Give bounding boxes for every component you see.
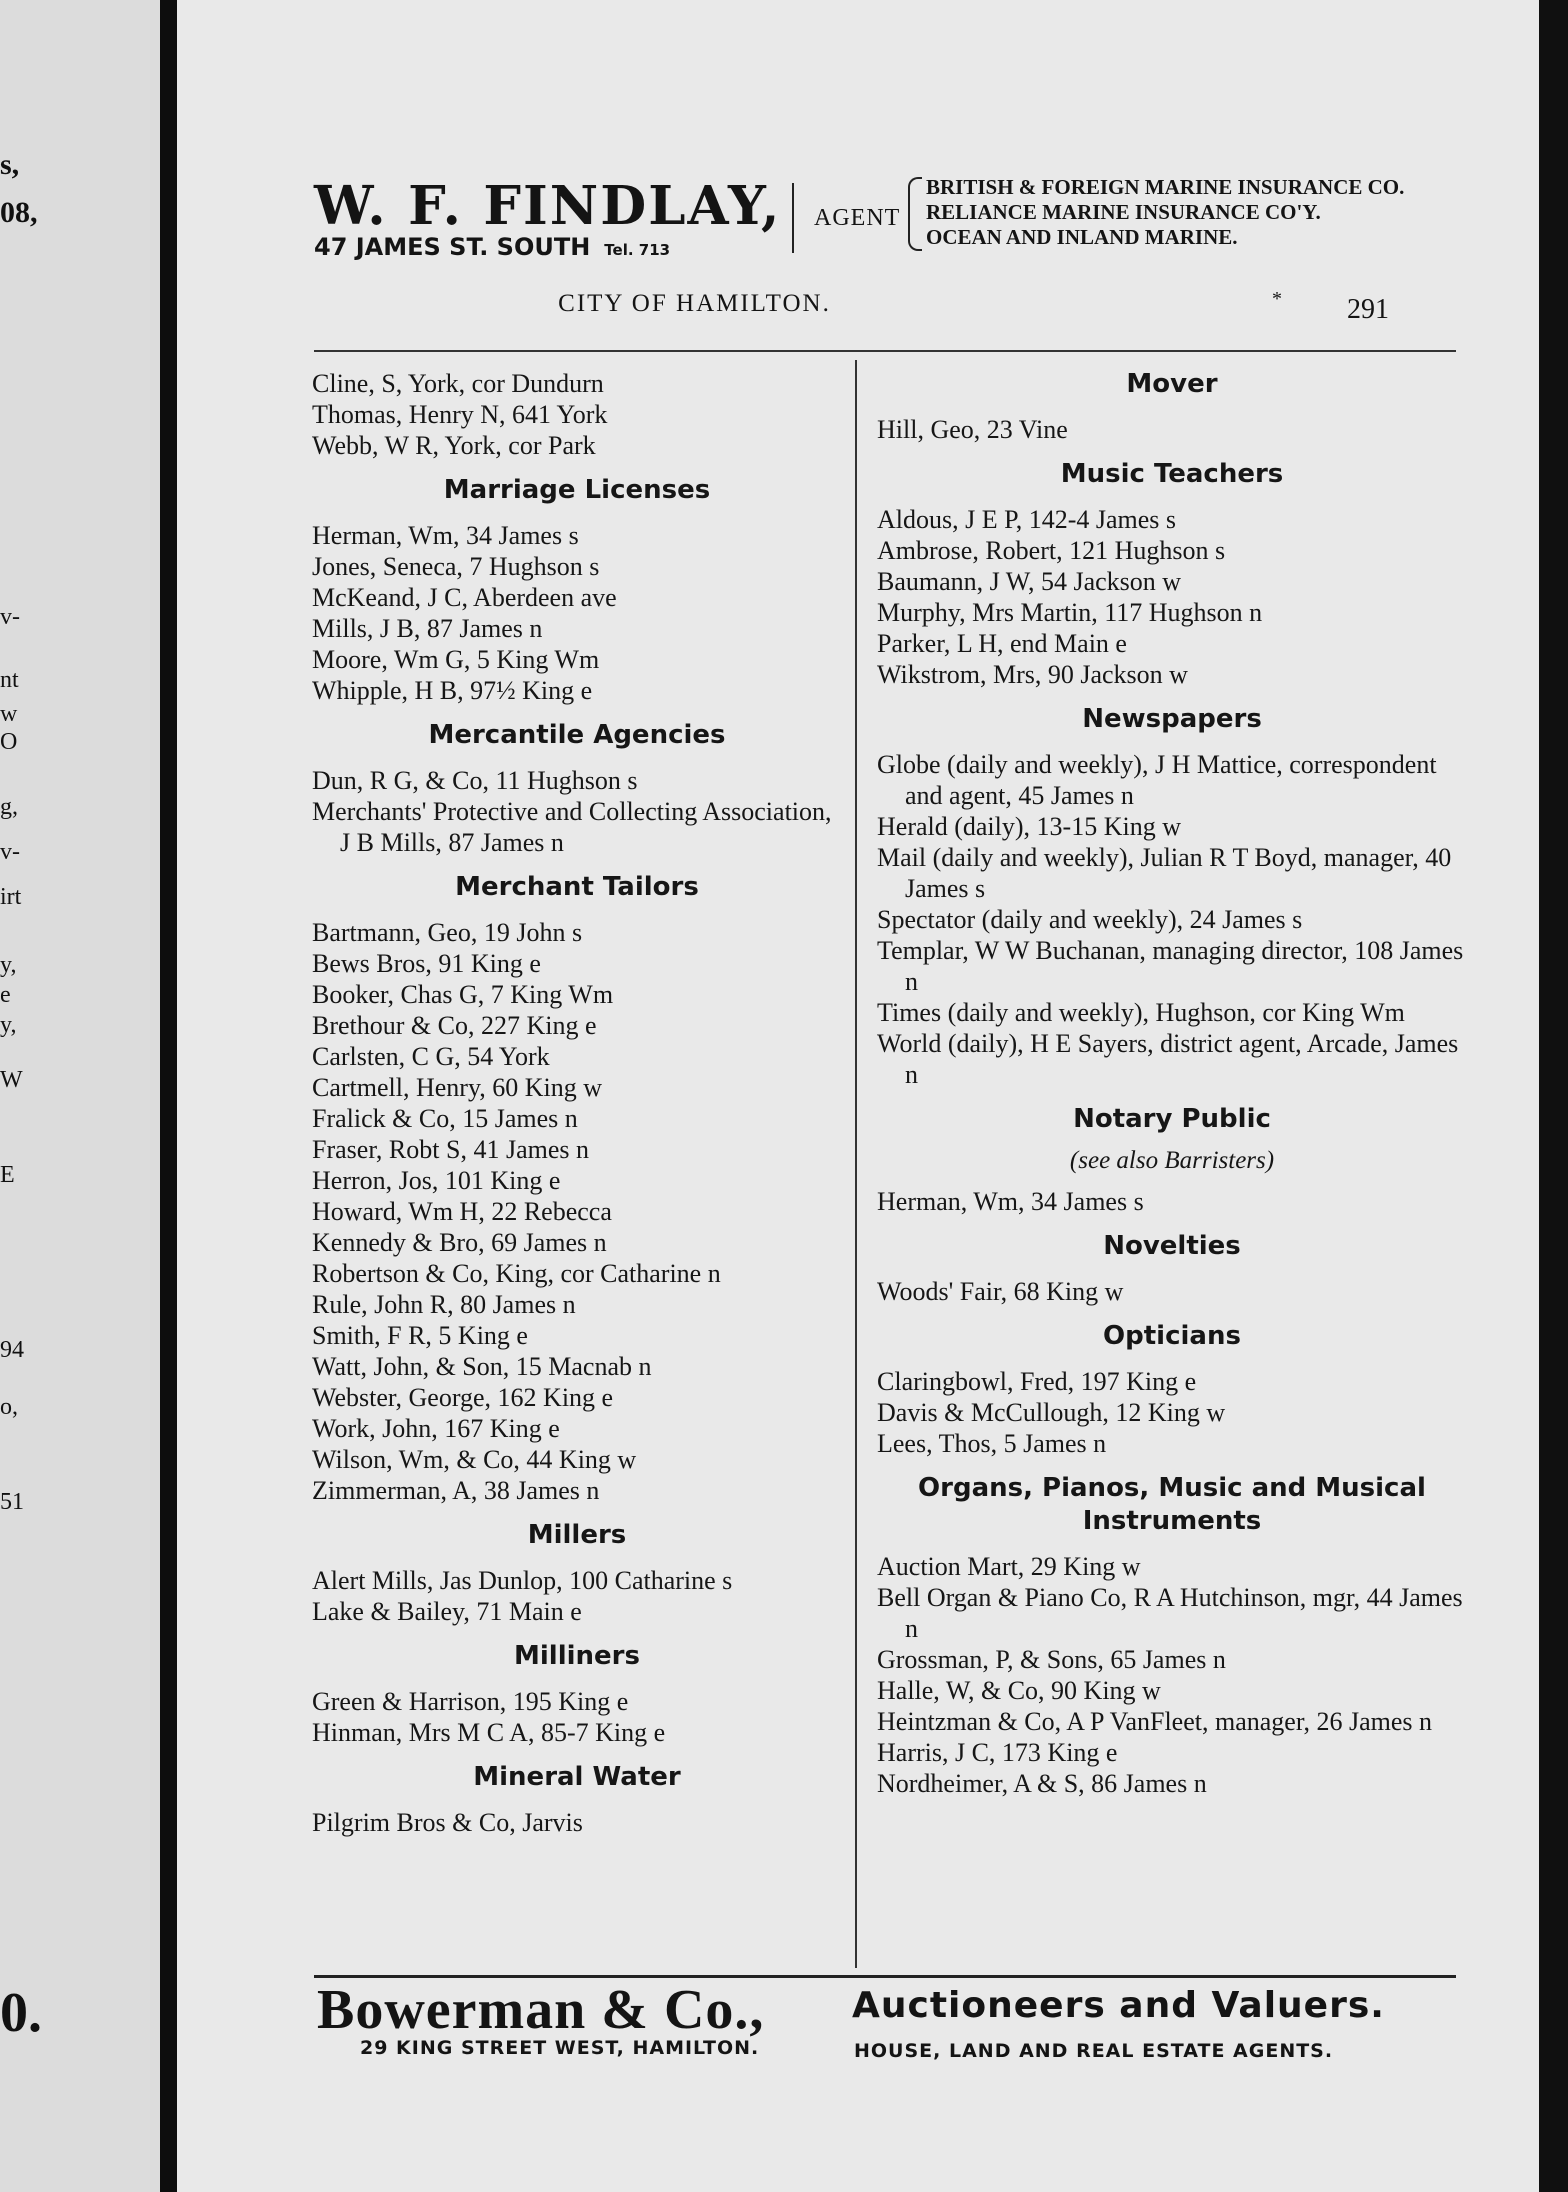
header-rule (314, 350, 1456, 352)
column-rule (855, 360, 857, 1968)
directory-entry: Wikstrom, Mrs, 90 Jackson w (877, 660, 1188, 689)
directory-entry: Fralick & Co, 15 James n (312, 1104, 578, 1133)
directory-entry: Webster, George, 162 King e (312, 1383, 614, 1412)
directory-entry: Carlsten, C G, 54 York (312, 1042, 550, 1071)
directory-entry: Bell Organ & Piano Co, R A Hutchinson, mgr, 44 James n (877, 1583, 1463, 1643)
book-spine (160, 0, 177, 2192)
directory-entry: Hill, Geo, 23 Vine (877, 415, 1068, 444)
directory-entry: Alert Mills, Jas Dunlop, 100 Catharine s (312, 1566, 733, 1595)
directory-entry: Parker, L H, end Main e (877, 629, 1127, 658)
directory-entry: Watt, John, & Son, 15 Macnab n (312, 1352, 652, 1381)
margin-fragment: y, (0, 952, 17, 978)
directory-entry: Nordheimer, A & S, 86 James n (877, 1769, 1207, 1798)
section-heading: Mercantile Agencies (428, 720, 726, 750)
directory-entry: Lees, Thos, 5 James n (877, 1429, 1107, 1458)
bowerman-name: Bowerman & Co., (317, 1979, 765, 2041)
margin-fragment: v- (0, 604, 20, 630)
margin-fragment: 51 (0, 1489, 24, 1515)
findlay-name: W. F. FINDLAY, (314, 175, 782, 237)
directory-entry: Heintzman & Co, A P VanFleet, manager, 26 James n (877, 1707, 1432, 1736)
margin-fragment: nt (0, 667, 19, 693)
section-heading: Mineral Water (473, 1762, 681, 1792)
section-heading: Music Teachers (1060, 459, 1284, 489)
directory-entry: Woods' Fair, 68 King w (877, 1277, 1124, 1306)
directory-entry: Robertson & Co, King, cor Catharine n (312, 1259, 721, 1288)
margin-fragment: e (0, 982, 11, 1008)
directory-entry: Jones, Seneca, 7 Hughson s (312, 552, 600, 581)
directory-entry: Dun, R G, & Co, 11 Hughson s (312, 766, 638, 795)
margin-fragment: y, (0, 1012, 17, 1038)
directory-entry: Auction Mart, 29 King w (877, 1552, 1141, 1581)
margin-fragment: 08, (0, 196, 38, 229)
margin-fragment: o, (0, 1394, 18, 1420)
directory-entry: Thomas, Henry N, 641 York (312, 400, 608, 429)
directory-entry: Cline, S, York, cor Dundurn (312, 369, 604, 398)
directory-entry: Herman, Wm, 34 James s (877, 1187, 1144, 1216)
directory-entry: Aldous, J E P, 142-4 James s (877, 505, 1177, 534)
directory-entry: Booker, Chas G, 7 King Wm (312, 980, 614, 1009)
section-heading: Notary Public (1073, 1104, 1271, 1134)
directory-entry: Davis & McCullough, 12 King w (877, 1398, 1226, 1427)
section-heading: Millers (527, 1520, 627, 1550)
section-heading: Marriage Licenses (443, 475, 711, 505)
directory-entry: Spectator (daily and weekly), 24 James s (877, 905, 1303, 934)
agency-item: OCEAN AND INLAND MARINE. (926, 225, 1238, 249)
printer-mark: * (1272, 288, 1282, 310)
directory-entry: Merchants' Protective and Collecting Association, J B Mills, 87 James n (312, 797, 832, 857)
directory-entry: Rule, John R, 80 James n (312, 1290, 576, 1319)
margin-fragment: w (0, 701, 18, 727)
directory-entry: Bews Bros, 91 King e (312, 949, 541, 978)
directory-entry: Herald (daily), 13-15 King w (877, 812, 1181, 841)
scan-right-edge (1539, 0, 1568, 2192)
right-column (877, 368, 1467, 1799)
directory-entry: Ambrose, Robert, 121 Hughson s (877, 536, 1226, 565)
directory-entry: Baumann, J W, 54 Jackson w (877, 567, 1182, 596)
margin-fragment: s, (0, 148, 20, 181)
findlay-advertisement (314, 175, 1454, 265)
real-estate-subtitle: HOUSE, LAND AND REAL ESTATE AGENTS. (854, 2040, 1334, 2062)
directory-entry: Howard, Wm H, 22 Rebecca (312, 1197, 612, 1226)
directory-entry: Moore, Wm G, 5 King Wm (312, 645, 600, 674)
agency-item: RELIANCE MARINE INSURANCE CO'Y. (926, 200, 1321, 224)
directory-entry: Green & Harrison, 195 King e (312, 1687, 629, 1716)
findlay-address-line (314, 233, 670, 261)
margin-fragment: E (0, 1162, 15, 1188)
section-note: (see also Barristers) (1069, 1147, 1275, 1174)
running-head-title: CITY OF HAMILTON. (558, 290, 831, 317)
ad-divider (792, 183, 794, 253)
directory-entry: Smith, F R, 5 King e (312, 1321, 528, 1350)
auctioneers-tagline: Auctioneers and Valuers. (852, 1985, 1385, 2026)
directory-entry: Times (daily and weekly), Hughson, cor King Wm (877, 998, 1405, 1027)
directory-entry: Templar, W W Buchanan, managing director, 108 James n (877, 936, 1464, 996)
directory-entry: Herman, Wm, 34 James s (312, 521, 579, 550)
directory-entry: Hinman, Mrs M C A, 85-7 King e (312, 1718, 666, 1747)
directory-entry: Pilgrim Bros & Co, Jarvis (312, 1808, 583, 1837)
directory-entry: Mills, J B, 87 James n (312, 614, 543, 643)
directory-entry: McKeand, J C, Aberdeen ave (312, 583, 617, 612)
adjacent-page-strip (0, 0, 160, 2192)
margin-fragment: 94 (0, 1337, 24, 1363)
section-heading: Mover (1126, 369, 1218, 399)
section-heading: Merchant Tailors (455, 872, 699, 902)
directory-entry: Globe (daily and weekly), J H Mattice, correspondent and agent, 45 James n (877, 750, 1437, 810)
directory-entry: Kennedy & Bro, 69 James n (312, 1228, 607, 1257)
directory-entry: Murphy, Mrs Martin, 117 Hughson n (877, 598, 1263, 627)
bowerman-address: 29 KING STREET WEST, HAMILTON. (360, 2037, 760, 2059)
directory-entry: Zimmerman, A, 38 James n (312, 1476, 600, 1505)
directory-page (177, 0, 1539, 2192)
directory-entry: Claringbowl, Fred, 197 King e (877, 1367, 1197, 1396)
section-heading: Opticians (1103, 1321, 1241, 1351)
left-column (312, 368, 842, 1838)
directory-entry: Whipple, H B, 97½ King e (312, 676, 593, 705)
agency-list (926, 175, 1404, 250)
directory-entry: Grossman, P, & Sons, 65 James n (877, 1645, 1226, 1674)
directory-entry: Bartmann, Geo, 19 John s (312, 918, 583, 947)
margin-fragment: O (0, 729, 18, 755)
directory-entry: Brethour & Co, 227 King e (312, 1011, 597, 1040)
directory-entry: Halle, W, & Co, 90 King w (877, 1676, 1161, 1705)
agent-label: AGENT (814, 205, 901, 231)
margin-fragment: v- (0, 839, 20, 865)
directory-entry: Herron, Jos, 101 King e (312, 1166, 561, 1195)
section-heading: Newspapers (1082, 704, 1262, 734)
page-number: 291 (1347, 294, 1389, 325)
directory-entry: World (daily), H E Sayers, district agent, Arcade, James n (877, 1029, 1459, 1089)
directory-entry: Fraser, Robt S, 41 James n (312, 1135, 589, 1164)
directory-entry: Webb, W R, York, cor Park (312, 431, 596, 460)
section-heading: Milliners (514, 1641, 640, 1671)
directory-entry: Harris, J C, 173 King e (877, 1738, 1118, 1767)
margin-fragment: 0. (0, 1982, 42, 2044)
directory-entry: Cartmell, Henry, 60 King w (312, 1073, 603, 1102)
section-heading: Organs, Pianos, Music and Musical Instruments (918, 1473, 1426, 1536)
margin-fragment: g, (0, 794, 18, 820)
findlay-address: 47 JAMES ST. SOUTH (314, 233, 591, 261)
findlay-telephone: Tel. 713 (604, 241, 671, 259)
agency-item: BRITISH & FOREIGN MARINE INSURANCE CO. (926, 175, 1405, 199)
directory-entry: Work, John, 167 King e (312, 1414, 560, 1443)
agent-brace (908, 177, 922, 251)
margin-fragment: irt (0, 884, 22, 910)
margin-fragment: W (0, 1067, 23, 1093)
directory-entry: Wilson, Wm, & Co, 44 King w (312, 1445, 637, 1474)
directory-entry: Lake & Bailey, 71 Main e (312, 1597, 582, 1626)
section-heading: Novelties (1103, 1231, 1241, 1261)
directory-entry: Mail (daily and weekly), Julian R T Boyd, manager, 40 James s (877, 843, 1452, 903)
